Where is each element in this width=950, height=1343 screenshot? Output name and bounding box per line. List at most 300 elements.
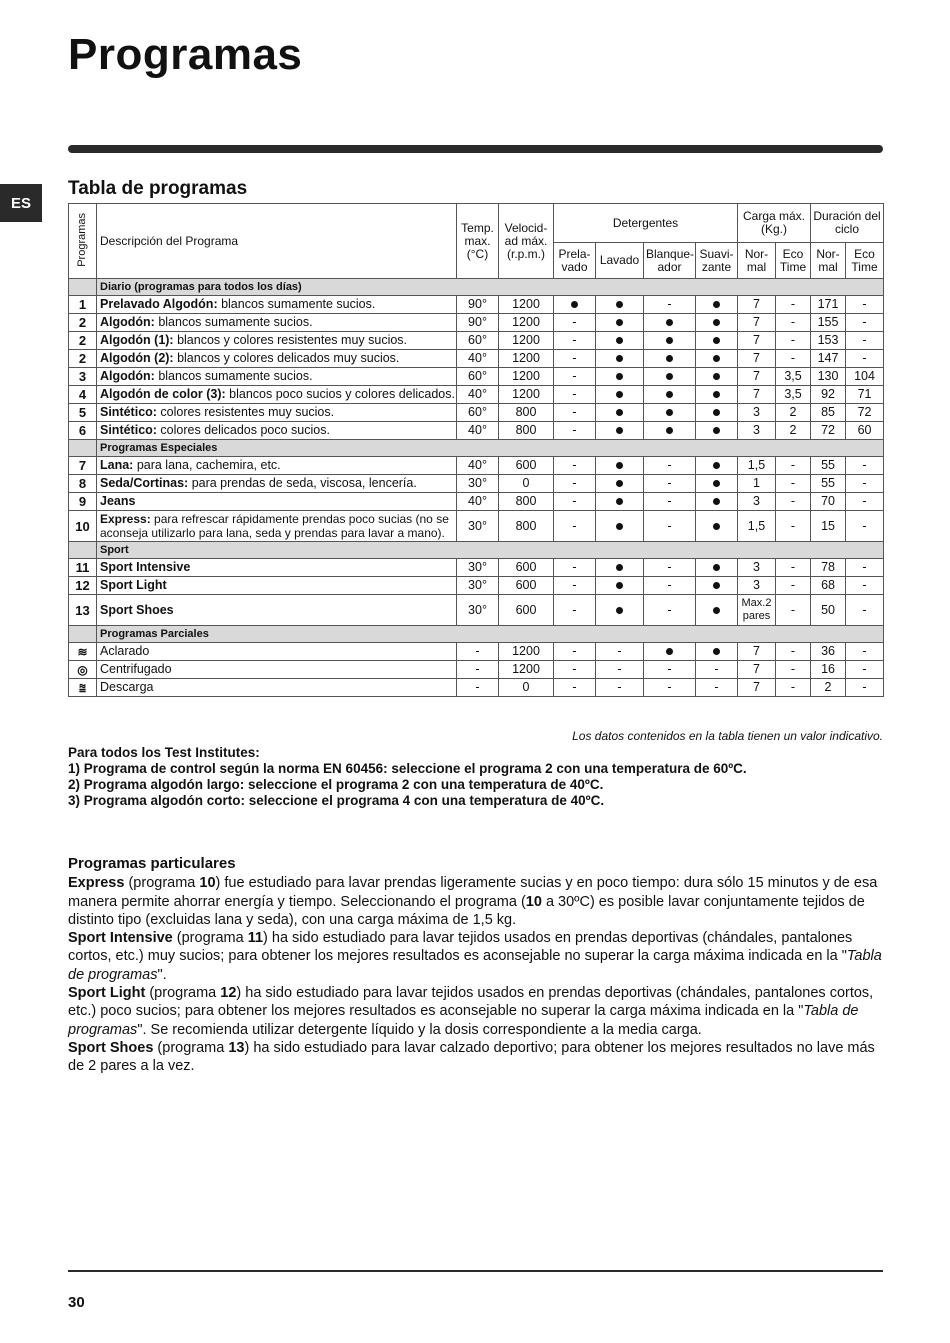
table-row bbox=[69, 296, 884, 314]
included-dot-icon bbox=[713, 607, 720, 614]
cell-temp: 90° bbox=[457, 296, 499, 314]
cell-temp: 30° bbox=[457, 511, 499, 542]
col-duracion-eco-header: Eco Time bbox=[846, 243, 884, 279]
cell-rpm: 1200 bbox=[499, 643, 554, 661]
cell-lav bbox=[596, 386, 644, 404]
cell-sua bbox=[696, 559, 738, 577]
cell-kg: 3 bbox=[738, 577, 776, 595]
cell-bla: - bbox=[644, 577, 696, 595]
cell-pre: - bbox=[554, 422, 596, 440]
cell-kg: 7 bbox=[738, 661, 776, 679]
cell-rpm: 0 bbox=[499, 475, 554, 493]
included-dot-icon bbox=[616, 427, 623, 434]
sport-shoes-paragraph: Sport Shoes (programa 13) ha sido estudiado para lavar calzado deportivo; para obtener los mejores resultados no lave más de 2 pares a la vez. bbox=[68, 1039, 875, 1075]
cell-kg-eco: - bbox=[776, 332, 811, 350]
table-row bbox=[69, 559, 884, 577]
indicative-note: Los datos contenidos en la tabla tienen un valor indicativo. bbox=[572, 729, 883, 743]
cell-dur-eco: - bbox=[846, 643, 884, 661]
cell-pre: - bbox=[554, 457, 596, 475]
program-table bbox=[68, 203, 884, 697]
cell-rpm: 800 bbox=[499, 422, 554, 440]
cell-dur-eco: - bbox=[846, 332, 884, 350]
table-row bbox=[69, 511, 884, 542]
program-number: 7 bbox=[69, 457, 97, 475]
cell-dur-eco: 60 bbox=[846, 422, 884, 440]
cell-dur: 155 bbox=[811, 314, 846, 332]
program-description bbox=[97, 457, 457, 475]
cell-dur: 50 bbox=[811, 595, 846, 626]
cell-pre: - bbox=[554, 314, 596, 332]
included-dot-icon bbox=[666, 409, 673, 416]
program-name: Sport Intensive bbox=[100, 560, 191, 574]
program-detail: blancos sumamente sucios. bbox=[154, 369, 313, 383]
cell-temp: 30° bbox=[457, 475, 499, 493]
program-name: Algodón (2): bbox=[100, 351, 174, 365]
included-dot-icon bbox=[666, 319, 673, 326]
cell-kg: 7 bbox=[738, 296, 776, 314]
col-suavizante-header: Suavi-zante bbox=[696, 243, 738, 279]
cell-dur: 78 bbox=[811, 559, 846, 577]
included-dot-icon bbox=[713, 355, 720, 362]
cell-kg: 7 bbox=[738, 386, 776, 404]
cell-dur-eco: - bbox=[846, 577, 884, 595]
cell-dur-eco: - bbox=[846, 679, 884, 697]
cell-temp: 40° bbox=[457, 350, 499, 368]
program-description bbox=[97, 314, 457, 332]
cell-sua bbox=[696, 332, 738, 350]
test-institutes bbox=[68, 745, 747, 809]
included-dot-icon bbox=[713, 337, 720, 344]
cell-rpm: 1200 bbox=[499, 350, 554, 368]
table-row bbox=[69, 368, 884, 386]
col-detergentes-header: Detergentes bbox=[554, 204, 738, 243]
cell-pre: - bbox=[554, 679, 596, 697]
cell-pre: - bbox=[554, 368, 596, 386]
cell-pre: - bbox=[554, 577, 596, 595]
section-title: Tabla de programas bbox=[68, 178, 248, 199]
cell-dur: 68 bbox=[811, 577, 846, 595]
cell-temp: 40° bbox=[457, 386, 499, 404]
cell-rpm: 0 bbox=[499, 679, 554, 697]
cell-dur: 16 bbox=[811, 661, 846, 679]
cell-pre: - bbox=[554, 661, 596, 679]
cell-bla bbox=[644, 350, 696, 368]
col-carga-normal-header: Nor-mal bbox=[738, 243, 776, 279]
table-row bbox=[69, 595, 884, 626]
included-dot-icon bbox=[713, 319, 720, 326]
cell-temp: 60° bbox=[457, 368, 499, 386]
cell-dur-eco: 72 bbox=[846, 404, 884, 422]
cell-pre: - bbox=[554, 511, 596, 542]
cell-lav bbox=[596, 314, 644, 332]
cell-sua bbox=[696, 595, 738, 626]
cell-dur: 70 bbox=[811, 493, 846, 511]
col-temp-header: Temp. max. (°C) bbox=[457, 204, 499, 279]
cell-pre: - bbox=[554, 643, 596, 661]
cell-bla bbox=[644, 386, 696, 404]
cell-bla bbox=[644, 404, 696, 422]
cell-lav bbox=[596, 577, 644, 595]
cell-sua bbox=[696, 511, 738, 542]
included-dot-icon bbox=[666, 391, 673, 398]
cell-kg-eco: - bbox=[776, 661, 811, 679]
table-row bbox=[69, 457, 884, 475]
cell-kg: 7 bbox=[738, 350, 776, 368]
cell-rpm: 800 bbox=[499, 493, 554, 511]
program-detail: blancos poco sucios y colores delicados. bbox=[225, 387, 455, 401]
program-number: 11 bbox=[69, 559, 97, 577]
program-detail: colores delicados poco sucios. bbox=[156, 423, 330, 437]
included-dot-icon bbox=[616, 409, 623, 416]
cell-lav: - bbox=[596, 643, 644, 661]
table-row bbox=[69, 577, 884, 595]
cell-lav bbox=[596, 559, 644, 577]
table-row bbox=[69, 493, 884, 511]
cell-lav bbox=[596, 368, 644, 386]
program-number: 9 bbox=[69, 493, 97, 511]
program-number: 5 bbox=[69, 404, 97, 422]
cell-pre: - bbox=[554, 493, 596, 511]
program-description bbox=[97, 661, 457, 679]
program-name: Prelavado Algodón: bbox=[100, 297, 218, 311]
cell-kg-eco: - bbox=[776, 457, 811, 475]
cell-bla: - bbox=[644, 475, 696, 493]
cell-bla: - bbox=[644, 296, 696, 314]
cell-dur-eco: - bbox=[846, 595, 884, 626]
included-dot-icon bbox=[666, 355, 673, 362]
section-label: Sport bbox=[97, 542, 884, 559]
cell-dur: 130 bbox=[811, 368, 846, 386]
cell-bla bbox=[644, 368, 696, 386]
cell-rpm: 600 bbox=[499, 457, 554, 475]
program-description bbox=[97, 296, 457, 314]
cell-lav bbox=[596, 296, 644, 314]
program-detail: blancos sumamente sucios. bbox=[217, 297, 376, 311]
program-name: Seda/Cortinas: bbox=[100, 476, 189, 490]
cell-sua bbox=[696, 350, 738, 368]
program-detail: para refrescar rápidamente prendas poco sucias (no se aconseja utilizarlo para lana, seda y prendas para lavar a mano). bbox=[100, 512, 449, 540]
program-number: 4 bbox=[69, 386, 97, 404]
cell-dur-eco: 104 bbox=[846, 368, 884, 386]
included-dot-icon bbox=[616, 564, 623, 571]
cell-kg: 1,5 bbox=[738, 457, 776, 475]
cell-sua bbox=[696, 404, 738, 422]
program-detail: para lana, cachemira, etc. bbox=[133, 458, 281, 472]
cell-pre: - bbox=[554, 350, 596, 368]
cell-lav bbox=[596, 457, 644, 475]
cell-pre: - bbox=[554, 559, 596, 577]
cell-lav: - bbox=[596, 661, 644, 679]
table-row bbox=[69, 314, 884, 332]
included-dot-icon bbox=[616, 523, 623, 530]
program-description bbox=[97, 559, 457, 577]
cell-pre bbox=[554, 296, 596, 314]
cell-lav bbox=[596, 595, 644, 626]
included-dot-icon bbox=[713, 427, 720, 434]
cell-bla: - bbox=[644, 661, 696, 679]
program-description bbox=[97, 493, 457, 511]
program-name: Algodón: bbox=[100, 315, 155, 329]
cell-bla: - bbox=[644, 457, 696, 475]
cell-kg-eco: 2 bbox=[776, 404, 811, 422]
cell-temp: 30° bbox=[457, 559, 499, 577]
cell-sua bbox=[696, 422, 738, 440]
cell-dur: 72 bbox=[811, 422, 846, 440]
included-dot-icon bbox=[616, 373, 623, 380]
program-number: 6 bbox=[69, 422, 97, 440]
cell-kg: 3 bbox=[738, 493, 776, 511]
cell-kg-eco: - bbox=[776, 493, 811, 511]
included-dot-icon bbox=[713, 373, 720, 380]
cell-lav bbox=[596, 493, 644, 511]
cell-lav bbox=[596, 475, 644, 493]
section-row bbox=[69, 279, 884, 296]
included-dot-icon bbox=[616, 355, 623, 362]
drain-icon: ⩰ bbox=[78, 680, 87, 695]
table-row bbox=[69, 332, 884, 350]
cell-rpm: 1200 bbox=[499, 332, 554, 350]
bottom-rule bbox=[68, 1270, 883, 1272]
cell-kg: 1 bbox=[738, 475, 776, 493]
express-paragraph: Express (programa 10) fue estudiado para lavar prendas ligeramente sucias y en poco tiempo: dura sólo 15 minutos y de esa manera permite ahorrar energía y tiempo. Seleccionando el programa (10 a 30ºC) es posible lavar conjuntamente tejidos de distinto tipo (excluidas lana y seda), con una carga máxima de 1,5 kg. bbox=[68, 875, 878, 928]
included-dot-icon bbox=[616, 462, 623, 469]
program-number: 8 bbox=[69, 475, 97, 493]
included-dot-icon bbox=[713, 409, 720, 416]
spin-icon: ◎ bbox=[77, 662, 88, 677]
included-dot-icon bbox=[666, 337, 673, 344]
col-carga-header: Carga máx. (Kg.) bbox=[738, 204, 811, 243]
included-dot-icon bbox=[666, 427, 673, 434]
cell-rpm: 1200 bbox=[499, 296, 554, 314]
cell-dur-eco: - bbox=[846, 457, 884, 475]
program-description bbox=[97, 332, 457, 350]
section-row bbox=[69, 542, 884, 559]
program-name: Lana: bbox=[100, 458, 134, 472]
cell-kg-eco: - bbox=[776, 296, 811, 314]
included-dot-icon bbox=[616, 480, 623, 487]
program-description bbox=[97, 595, 457, 626]
cell-dur-eco: - bbox=[846, 296, 884, 314]
sport-light-paragraph: Sport Light (programa 12) ha sido estudiado para lavar tejidos usados en prendas deportivas (chándales, pantalones cortos, etc.) poco sucios; para obtener los mejores resultados es aconsejable no superar la carga máxima indicada en la "Tabla de programas". Se recomienda utilizar detergente líquido y la dosis correspondiente a la media carga. bbox=[68, 985, 874, 1038]
cell-sua bbox=[696, 493, 738, 511]
cell-kg-eco: - bbox=[776, 643, 811, 661]
particulares-title: Programas particulares bbox=[68, 855, 236, 872]
program-detail: para prendas de seda, viscosa, lencería. bbox=[188, 476, 417, 490]
program-description bbox=[97, 422, 457, 440]
section-row bbox=[69, 626, 884, 643]
program-detail: blancos y colores delicados muy sucios. bbox=[173, 351, 400, 365]
program-detail: Centrifugado bbox=[100, 662, 172, 676]
cell-dur: 85 bbox=[811, 404, 846, 422]
cell-kg: 3 bbox=[738, 422, 776, 440]
col-lavado-header: Lavado bbox=[596, 243, 644, 279]
rinse-icon: ≋ bbox=[77, 644, 88, 659]
cell-kg: 7 bbox=[738, 679, 776, 697]
cell-kg-eco: - bbox=[776, 511, 811, 542]
program-number: 2 bbox=[69, 332, 97, 350]
included-dot-icon bbox=[713, 480, 720, 487]
cell-kg: 7 bbox=[738, 332, 776, 350]
cell-sua bbox=[696, 296, 738, 314]
program-name: Sport Shoes bbox=[100, 602, 174, 617]
cell-kg: 7 bbox=[738, 368, 776, 386]
cell-temp: 60° bbox=[457, 404, 499, 422]
cell-sua bbox=[696, 457, 738, 475]
included-dot-icon bbox=[713, 648, 720, 655]
cell-sua bbox=[696, 386, 738, 404]
page-title: Programas bbox=[68, 30, 303, 79]
page-number: 30 bbox=[68, 1294, 85, 1311]
col-duracion-header: Duración del ciclo bbox=[811, 204, 884, 243]
table-row bbox=[69, 679, 884, 697]
cell-temp: 30° bbox=[457, 595, 499, 626]
cell-kg-eco: - bbox=[776, 314, 811, 332]
cell-dur: 2 bbox=[811, 679, 846, 697]
cell-bla bbox=[644, 643, 696, 661]
section-label: Diario (programas para todos los días) bbox=[97, 279, 884, 296]
cell-kg-eco: - bbox=[776, 475, 811, 493]
cell-bla: - bbox=[644, 559, 696, 577]
cell-lav bbox=[596, 350, 644, 368]
program-number: 2 bbox=[69, 350, 97, 368]
cell-dur: 147 bbox=[811, 350, 846, 368]
cell-lav bbox=[596, 422, 644, 440]
cell-temp: 40° bbox=[457, 493, 499, 511]
cell-kg-eco: - bbox=[776, 679, 811, 697]
table-row bbox=[69, 422, 884, 440]
cell-rpm: 800 bbox=[499, 511, 554, 542]
included-dot-icon bbox=[666, 373, 673, 380]
cell-dur-eco: - bbox=[846, 475, 884, 493]
cell-kg-eco: - bbox=[776, 350, 811, 368]
program-number: 3 bbox=[69, 368, 97, 386]
cell-temp: 30° bbox=[457, 577, 499, 595]
program-number: 13 bbox=[69, 595, 97, 626]
col-blanqueador-header: Blanque-ador bbox=[644, 243, 696, 279]
cell-kg: Max.2 pares bbox=[738, 595, 776, 626]
cell-dur: 171 bbox=[811, 296, 846, 314]
cell-sua bbox=[696, 314, 738, 332]
cell-lav bbox=[596, 404, 644, 422]
col-carga-eco-header: Eco Time bbox=[776, 243, 811, 279]
cell-sua bbox=[696, 577, 738, 595]
cell-dur-eco: - bbox=[846, 511, 884, 542]
included-dot-icon bbox=[713, 301, 720, 308]
cell-dur-eco: - bbox=[846, 661, 884, 679]
col-duracion-normal-header: Nor-mal bbox=[811, 243, 846, 279]
table-row bbox=[69, 350, 884, 368]
cell-lav bbox=[596, 511, 644, 542]
program-number: 12 bbox=[69, 577, 97, 595]
cell-dur: 55 bbox=[811, 475, 846, 493]
cell-bla bbox=[644, 332, 696, 350]
cell-dur: 92 bbox=[811, 386, 846, 404]
cell-lav: - bbox=[596, 679, 644, 697]
program-name: Algodón (1): bbox=[100, 333, 174, 347]
cell-kg-eco: 3,5 bbox=[776, 368, 811, 386]
cell-temp: - bbox=[457, 661, 499, 679]
program-description bbox=[97, 511, 457, 542]
test-line: 3) Programa algodón corto: seleccione el programa 4 con una temperatura de 40ºC. bbox=[68, 793, 605, 808]
program-description bbox=[97, 404, 457, 422]
program-description bbox=[97, 368, 457, 386]
cell-dur: 15 bbox=[811, 511, 846, 542]
cell-temp: 40° bbox=[457, 457, 499, 475]
cell-rpm: 600 bbox=[499, 577, 554, 595]
cell-sua: - bbox=[696, 661, 738, 679]
cell-kg: 3 bbox=[738, 404, 776, 422]
program-name: Express: bbox=[100, 512, 151, 526]
cell-rpm: 1200 bbox=[499, 368, 554, 386]
cell-dur-eco: 71 bbox=[846, 386, 884, 404]
program-name: Sintético: bbox=[100, 423, 157, 437]
test-line: 2) Programa algodón largo: seleccione el programa 2 con una temperatura de 40ºC. bbox=[68, 777, 604, 792]
cell-sua: - bbox=[696, 679, 738, 697]
cell-sua bbox=[696, 368, 738, 386]
cell-sua bbox=[696, 643, 738, 661]
cell-bla bbox=[644, 314, 696, 332]
program-name: Jeans bbox=[100, 494, 136, 508]
cell-temp: - bbox=[457, 679, 499, 697]
table-row bbox=[69, 643, 884, 661]
cell-kg: 1,5 bbox=[738, 511, 776, 542]
cell-kg-eco: 2 bbox=[776, 422, 811, 440]
program-name: Sintético: bbox=[100, 405, 157, 419]
col-programas-header: Programas bbox=[69, 204, 97, 279]
cell-pre: - bbox=[554, 332, 596, 350]
included-dot-icon bbox=[616, 607, 623, 614]
program-description bbox=[97, 577, 457, 595]
programas-particulares bbox=[68, 855, 883, 1076]
cell-rpm: 600 bbox=[499, 595, 554, 626]
cell-bla: - bbox=[644, 511, 696, 542]
included-dot-icon bbox=[713, 498, 720, 505]
included-dot-icon bbox=[713, 523, 720, 530]
test-line: 1) Programa de control según la norma EN 60456: seleccione el programa 2 con una temperatura de 60ºC. bbox=[68, 761, 747, 776]
cell-dur: 36 bbox=[811, 643, 846, 661]
cell-pre: - bbox=[554, 404, 596, 422]
program-description bbox=[97, 475, 457, 493]
cell-temp: 40° bbox=[457, 422, 499, 440]
col-velocidad-header: Velocid-ad máx. (r.p.m.) bbox=[499, 204, 554, 279]
cell-lav bbox=[596, 332, 644, 350]
included-dot-icon bbox=[713, 391, 720, 398]
cell-dur-eco: - bbox=[846, 493, 884, 511]
cell-bla: - bbox=[644, 679, 696, 697]
cell-bla: - bbox=[644, 493, 696, 511]
cell-kg: 3 bbox=[738, 559, 776, 577]
program-number: 1 bbox=[69, 296, 97, 314]
table-row bbox=[69, 386, 884, 404]
program-number: 10 bbox=[69, 511, 97, 542]
cell-kg: 7 bbox=[738, 643, 776, 661]
section-label: Programas Parciales bbox=[97, 626, 884, 643]
cell-dur: 55 bbox=[811, 457, 846, 475]
program-description bbox=[97, 643, 457, 661]
cell-dur: 153 bbox=[811, 332, 846, 350]
program-name: Algodón: bbox=[100, 369, 155, 383]
cell-kg-eco: - bbox=[776, 577, 811, 595]
included-dot-icon bbox=[616, 337, 623, 344]
table-row bbox=[69, 404, 884, 422]
table-row bbox=[69, 475, 884, 493]
sport-intensive-paragraph: Sport Intensive (programa 11) ha sido estudiado para lavar tejidos usados en prendas deportivas (chándales, pantalones cortos, etc.) muy sucios; para obtener los mejores resultados es aconsejable no superar la carga máxima indicada en la "Tabla de programas". bbox=[68, 930, 882, 983]
cell-temp: 90° bbox=[457, 314, 499, 332]
included-dot-icon bbox=[616, 498, 623, 505]
cell-rpm: 1200 bbox=[499, 661, 554, 679]
cell-kg-eco: - bbox=[776, 559, 811, 577]
included-dot-icon bbox=[616, 391, 623, 398]
